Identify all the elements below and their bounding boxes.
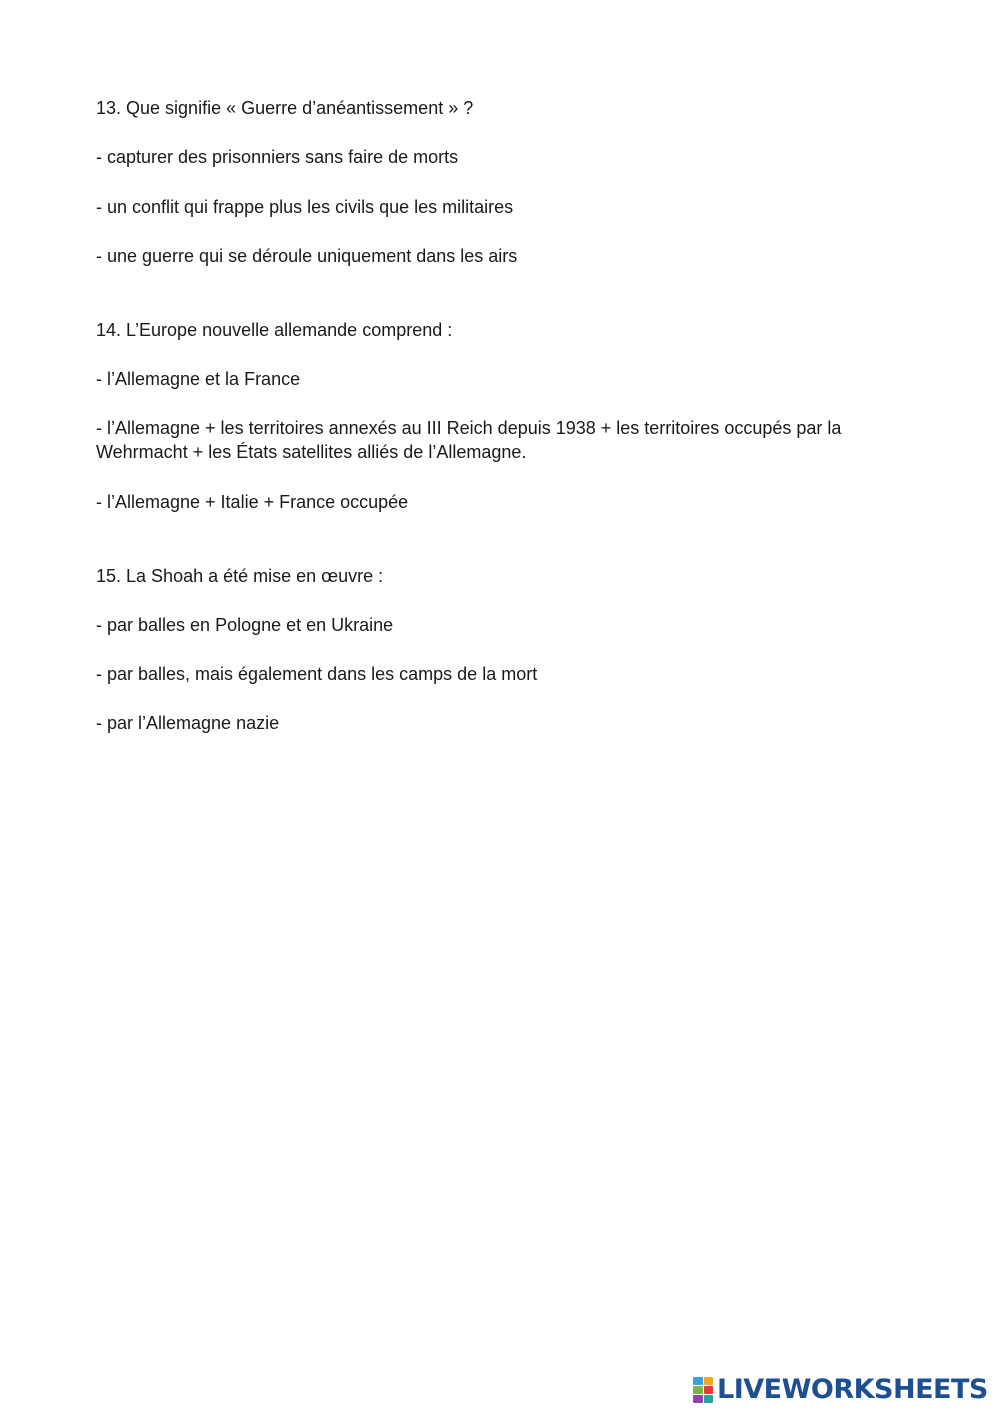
question-14-option-2[interactable]: - l’Allemagne + les territoires annexés au III Reich depuis 1938 + les territoires occupés par la Wehrmacht + les États satellites alliés de l’Allemagne. — [96, 418, 842, 462]
liveworksheets-logo-icon — [693, 1377, 713, 1403]
logo-square-icon — [693, 1386, 703, 1394]
brand-name: LIVEWORKSHEETS — [717, 1374, 988, 1405]
logo-square-icon — [693, 1395, 703, 1403]
question-13-option-2[interactable]: - un conflit qui frappe plus les civils que les militaires — [96, 197, 514, 217]
question-15-prompt: 15. La Shoah a été mise en œuvre : — [96, 566, 384, 586]
question-13-option-3[interactable]: - une guerre qui se déroule uniquement dans les airs — [96, 246, 518, 266]
question-15-option-2[interactable]: - par balles, mais également dans les camps de la mort — [96, 664, 538, 684]
question-15-option-1[interactable]: - par balles en Pologne et en Ukraine — [96, 615, 394, 635]
question-13-prompt: 13. Que signifie « Guerre d’anéantissement » ? — [96, 98, 474, 118]
question-14-option-3[interactable]: - l’Allemagne + Italie + France occupée — [96, 492, 409, 512]
logo-square-icon — [693, 1377, 703, 1385]
logo-square-icon — [704, 1386, 714, 1394]
question-14-option-1[interactable]: - l’Allemagne et la France — [96, 369, 301, 389]
question-14-prompt: 14. L’Europe nouvelle allemande comprend : — [96, 320, 453, 340]
question-15-option-3[interactable]: - par l’Allemagne nazie — [96, 713, 280, 733]
logo-square-icon — [704, 1377, 714, 1385]
logo-square-icon — [704, 1395, 714, 1403]
question-13-option-1[interactable]: - capturer des prisonniers sans faire de morts — [96, 147, 459, 167]
liveworksheets-logo — [693, 1374, 988, 1406]
